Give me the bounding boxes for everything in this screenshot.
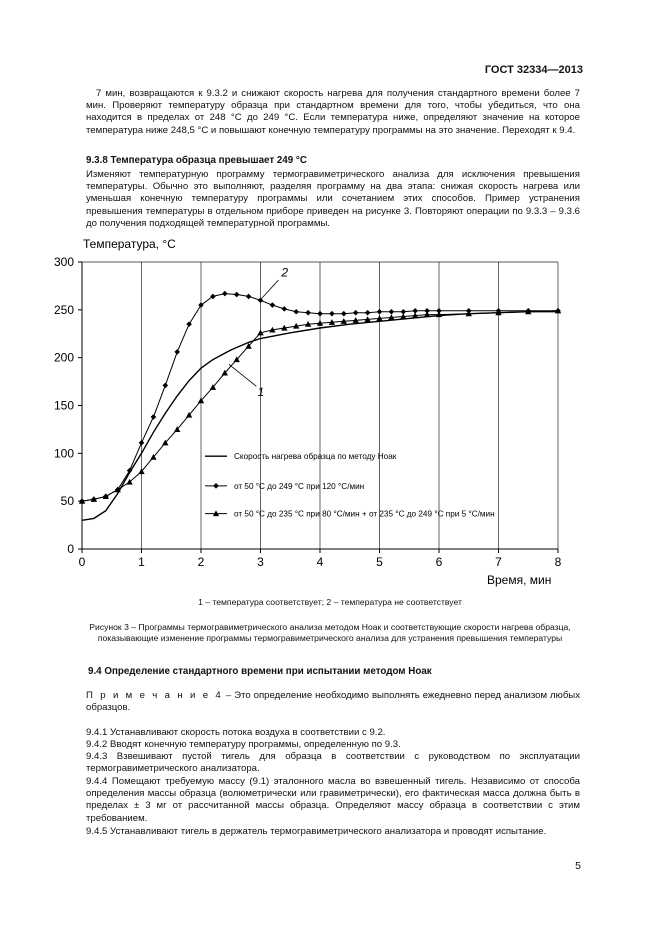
x-tick-label-1: 1 [138,555,145,569]
x-tick-label-3: 3 [257,555,264,569]
figure-caption: Рисунок 3 – Программы термогравиметрического анализа методом Ноак и соответствующие скорости нагрева образца, показывающие изменение программы термогравиметрического анализа для устранения превышения температуры [89,622,571,643]
data-point [270,302,276,308]
chart-tick-labels [54,255,562,569]
data-point [139,440,145,446]
data-point [163,383,169,389]
chart-ylabel: Температура, °С [83,237,176,251]
data-point [341,311,347,317]
data-point [222,291,228,297]
x-tick-label-0: 0 [78,555,86,569]
x-tick-label-4: 4 [316,555,324,569]
data-point [282,306,288,312]
data-point [186,321,192,327]
y-tick-label-100: 100 [53,446,74,461]
section-9-4-heading: 9.4 Определение стандартного времени при испытании методом Ноак [88,666,432,677]
paragraph-9-4-3: 9.4.3 Взвешивают пустой тигель для образца в соответствии с руководством по эксплуатации термогравиметрического анализатора. [86,751,580,775]
legend-label-3: от 50 °С до 235 °С при 80 °С/мин + от 235 °С до 249 °С при 5 °С/мин [234,509,495,519]
legend-label-2: от 50 °С до 249 °С при 120 °С/мин [234,481,365,491]
section-9-3-8-text: Изменяют температурную программу термогравиметрического анализа для исключения превышения температуры. Обычно это выполняют, разделяя программу на два этапа: снижая скорость нагрева или уменьшая конечную температуру программы или сочетанием этих способов. Пример устранения превышения температуры в отдельном приборе приведен на рисунке 3. Повторяют операции по 9.3.3 – 9.3.6 до получения подходящей температурной программы. [86,169,580,229]
data-point [258,297,264,303]
data-point [305,310,311,316]
page-number: 5 [575,860,581,872]
section-9-3-8-heading: 9.3.8 Температура образца превышает 249 °С [86,155,307,166]
paragraph-9-4-2: 9.4.2 Вводят конечную температуру программы, определенную по 9.3. [86,739,401,750]
data-point [234,292,240,298]
data-point [246,294,252,300]
data-point [365,310,371,316]
x-tick-label-8: 8 [554,555,562,569]
chart-annotations [229,265,288,399]
data-point [317,311,323,317]
intro-paragraph: 7 мин, возвращаются к 9.3.2 и снижают скорость нагрева для получения стандартного времени более 7 мин. Проверяют температуру образца при стандартном времени для того, чтобы убедиться, что она находится в пределах от 248 °С до 249 °С. Если температура ниже, определяют значение на которое температура ниже 248,5 °С и повышают конечную температуру программы на это значение. Переходят к 9.4. [86,88,580,136]
y-tick-label-250: 250 [53,302,74,317]
chart-legend [205,452,495,518]
paragraph-9-4-1: 9.4.1 Устанавливают скорость потока воздуха в соответствии с 9.2. [86,727,386,738]
y-tick-label-150: 150 [53,398,74,413]
data-point [151,414,157,420]
data-point [293,309,299,315]
y-tick-label-50: 50 [60,494,74,509]
figure-curve-note: 1 – температура соответствует; 2 – температура не соответствует [198,597,462,607]
note-4 [86,690,580,714]
data-point [174,349,180,355]
note-text: – Это определение необходимо выполнять ежедневно перед анализом любых образцов. [86,690,581,714]
legend-marker-2 [213,483,219,489]
data-point [353,310,359,316]
data-point [389,309,395,315]
annotation-1: 1 [257,384,265,399]
data-point [377,309,383,315]
note-label: П р и м е ч а н и е 4 [86,690,223,701]
chart-grid [142,262,559,549]
x-tick-label-5: 5 [376,555,383,569]
document-code: ГОСТ 32334—2013 [484,64,583,76]
y-tick-label-0: 0 [67,542,74,556]
annotation-2-pointer [262,280,279,298]
x-tick-label-7: 7 [495,555,502,569]
legend-label-1: Скорость нагрева образца по методу Ноак [234,452,397,462]
paragraph-9-4-4: 9.4.4 Помещают требуемую массу (9.1) эталонного масла во взвешенный тигель. Независимо от способа определения массы образца (волюметрически или гравиметрически), его фактическая масса должна быть в пределах ± 3 мг от рассчитанной массы образца. Определяют массу образца в соответствии с этим требованием. [86,776,580,824]
temperature-chart [0,232,661,612]
paragraph-9-4-5: 9.4.5 Устанавливают тигель в держатель термогравиметрического анализатора и проводят испытание. [86,826,547,837]
annotation-2: 2 [281,265,289,280]
data-point [329,311,335,317]
chart-xlabel: Время, мин [487,573,552,587]
annotation-1-pointer [229,364,256,386]
y-tick-label-300: 300 [53,255,74,269]
x-tick-label-6: 6 [435,555,443,569]
x-tick-label-2: 2 [197,555,205,569]
y-tick-label-200: 200 [53,350,74,365]
